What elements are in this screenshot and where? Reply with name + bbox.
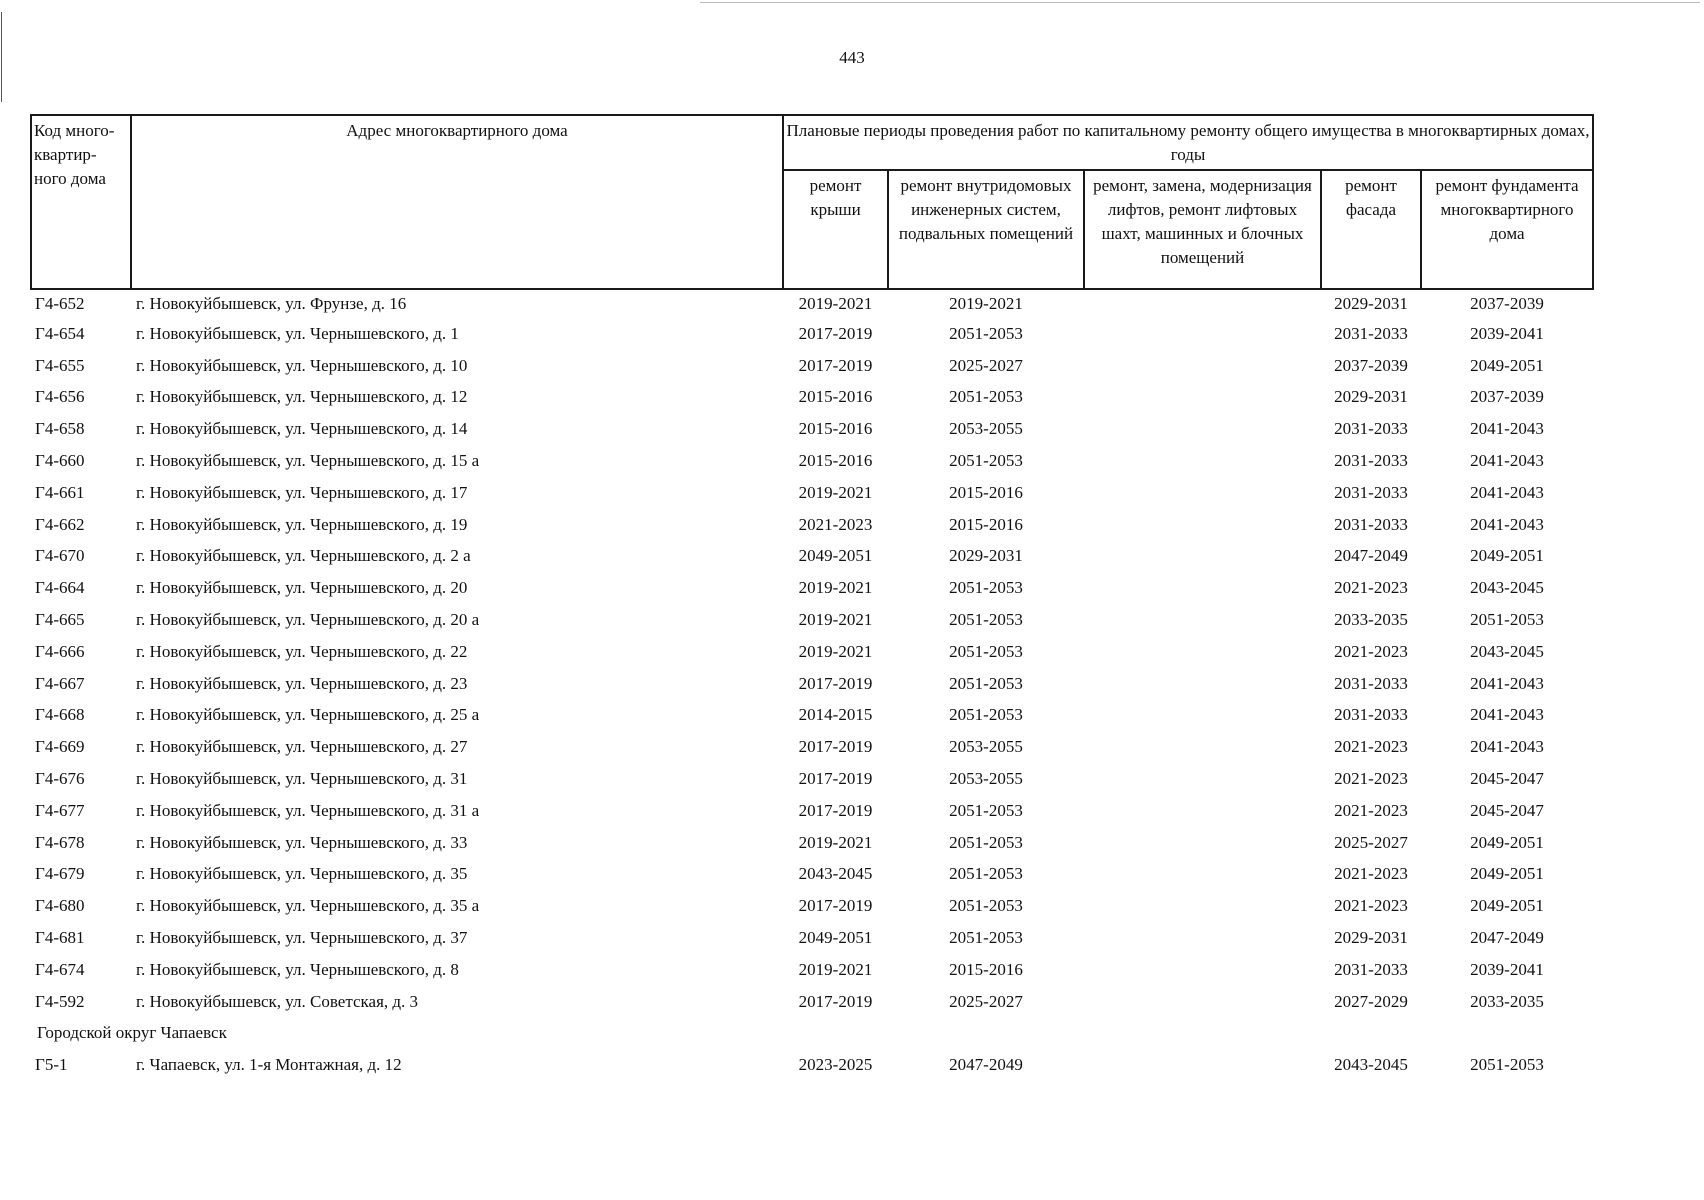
cell-address: г. Новокуйбышевск, ул. Чернышевского, д. 37 bbox=[136, 928, 468, 948]
table-row bbox=[31, 922, 1593, 954]
cell-roof: 2017-2019 bbox=[798, 769, 873, 789]
cell-code: Г4-656 bbox=[35, 387, 85, 407]
table-row bbox=[31, 668, 1593, 700]
cell-roof: 2017-2019 bbox=[798, 991, 873, 1011]
cell-roof: 2043-2045 bbox=[798, 864, 873, 884]
cell-lifts bbox=[1084, 289, 1321, 318]
cell-lifts bbox=[1084, 604, 1321, 636]
cell-lifts bbox=[1084, 986, 1321, 1018]
cell-facade: 2031-2033 bbox=[1334, 451, 1408, 471]
cell-address: г. Новокуйбышевск, ул. Чернышевского, д. 25 а bbox=[136, 705, 480, 725]
cell-roof: 2021-2023 bbox=[798, 514, 873, 534]
table-row bbox=[31, 604, 1593, 636]
table-row bbox=[31, 795, 1593, 827]
cell-lifts bbox=[1084, 700, 1321, 732]
cell-address: г. Новокуйбышевск, ул. Чернышевского, д. 12 bbox=[136, 387, 468, 407]
cell-roof: 2015-2016 bbox=[798, 387, 873, 407]
cell-address: г. Новокуйбышевск, ул. Чернышевского, д. 2 а bbox=[136, 546, 471, 566]
cell-lifts bbox=[1084, 636, 1321, 668]
cell-roof: 2017-2019 bbox=[798, 896, 873, 916]
header-engineering: ремонт внутридомовых инженерных систем, подвальных помещений bbox=[888, 170, 1084, 289]
cell-address: г. Новокуйбышевск, ул. Чернышевского, д. 31 а bbox=[136, 800, 480, 820]
cell-facade: 2021-2023 bbox=[1334, 896, 1408, 916]
cell-engineering: 2053-2055 bbox=[949, 419, 1023, 439]
cell-code: Г4-678 bbox=[35, 832, 85, 852]
cell-facade: 2031-2033 bbox=[1334, 323, 1408, 343]
cell-roof: 2049-2051 bbox=[798, 546, 873, 566]
cell-facade: 2031-2033 bbox=[1334, 705, 1408, 725]
cell-lifts bbox=[1084, 318, 1321, 350]
cell-foundation: 2049-2051 bbox=[1470, 355, 1544, 375]
cell-engineering: 2047-2049 bbox=[949, 1055, 1023, 1075]
cell-lifts bbox=[1084, 477, 1321, 509]
table-row bbox=[31, 350, 1593, 382]
cell-code: Г4-658 bbox=[35, 419, 85, 439]
cell-code: Г4-681 bbox=[35, 928, 85, 948]
cell-facade: 2027-2029 bbox=[1334, 991, 1408, 1011]
cell-lifts bbox=[1084, 350, 1321, 382]
cell-engineering: 2019-2021 bbox=[949, 294, 1023, 313]
cell-foundation: 2041-2043 bbox=[1470, 482, 1544, 502]
cell-address: г. Новокуйбышевск, ул. Чернышевского, д. 35 а bbox=[136, 896, 480, 916]
cell-facade: 2031-2033 bbox=[1334, 482, 1408, 502]
cell-facade: 2031-2033 bbox=[1334, 673, 1408, 693]
cell-engineering: 2051-2053 bbox=[949, 705, 1023, 725]
header-periods-group: Плановые периоды проведения работ по капитальному ремонту общего имущества в многоквартирных домах, годы bbox=[783, 115, 1593, 170]
cell-facade: 2037-2039 bbox=[1334, 355, 1408, 375]
cell-engineering: 2025-2027 bbox=[949, 991, 1023, 1011]
page-number: 443 bbox=[839, 48, 865, 67]
cell-facade: 2043-2045 bbox=[1334, 1055, 1408, 1075]
cell-lifts bbox=[1084, 731, 1321, 763]
cell-engineering: 2051-2053 bbox=[949, 451, 1023, 471]
cell-address: г. Новокуйбышевск, ул. Советская, д. 3 bbox=[136, 991, 419, 1011]
table-header bbox=[31, 115, 1593, 289]
section-row bbox=[31, 1018, 1593, 1050]
cell-foundation: 2039-2041 bbox=[1470, 959, 1544, 979]
cell-code: Г4-670 bbox=[35, 546, 85, 566]
cell-facade: 2021-2023 bbox=[1334, 737, 1408, 757]
cell-lifts bbox=[1084, 890, 1321, 922]
table-row bbox=[31, 541, 1593, 573]
cell-engineering: 2051-2053 bbox=[949, 387, 1023, 407]
table-row bbox=[31, 986, 1593, 1018]
cell-roof: 2049-2051 bbox=[798, 928, 873, 948]
cell-address: г. Новокуйбышевск, ул. Чернышевского, д. 19 bbox=[136, 514, 468, 534]
table-row bbox=[31, 1049, 1593, 1081]
cell-facade: 2029-2031 bbox=[1334, 294, 1408, 313]
cell-address: г. Новокуйбышевск, ул. Чернышевского, д. 14 bbox=[136, 419, 468, 439]
cell-code: Г4-669 bbox=[35, 737, 85, 757]
cell-address: г. Новокуйбышевск, ул. Чернышевского, д. 15 а bbox=[136, 451, 480, 471]
cell-facade: 2033-2035 bbox=[1334, 610, 1408, 630]
cell-roof: 2017-2019 bbox=[798, 673, 873, 693]
cell-address: г. Новокуйбышевск, ул. Чернышевского, д. 20 bbox=[136, 578, 468, 598]
cell-address: г. Новокуйбышевск, ул. Чернышевского, д. 17 bbox=[136, 482, 468, 502]
cell-roof: 2015-2016 bbox=[798, 419, 873, 439]
cell-facade: 2021-2023 bbox=[1334, 641, 1408, 661]
cell-address: г. Новокуйбышевск, ул. Фрунзе, д. 16 bbox=[136, 294, 407, 313]
cell-engineering: 2051-2053 bbox=[949, 578, 1023, 598]
cell-foundation: 2049-2051 bbox=[1470, 832, 1544, 852]
cell-code: Г4-666 bbox=[35, 641, 85, 661]
cell-address: г. Новокуйбышевск, ул. Чернышевского, д. 1 bbox=[136, 323, 459, 343]
cell-roof: 2015-2016 bbox=[798, 451, 873, 471]
table-row bbox=[31, 382, 1593, 414]
cell-engineering: 2015-2016 bbox=[949, 959, 1023, 979]
cell-foundation: 2043-2045 bbox=[1470, 641, 1544, 661]
cell-roof: 2023-2025 bbox=[798, 1055, 873, 1075]
header-lifts: ремонт, замена, модернизация лифтов, ремонт лифтовых шахт, машинных и блочных помещений bbox=[1084, 170, 1321, 289]
cell-lifts bbox=[1084, 541, 1321, 573]
cell-code: Г4-664 bbox=[35, 578, 85, 598]
cell-code: Г4-654 bbox=[35, 323, 85, 343]
cell-engineering: 2015-2016 bbox=[949, 482, 1023, 502]
cell-engineering: 2051-2053 bbox=[949, 896, 1023, 916]
cell-engineering: 2051-2053 bbox=[949, 641, 1023, 661]
cell-code: Г4-668 bbox=[35, 705, 85, 725]
cell-roof: 2017-2019 bbox=[798, 355, 873, 375]
header-address: Адрес многоквартирного дома bbox=[131, 115, 783, 289]
cell-facade: 2029-2031 bbox=[1334, 928, 1408, 948]
cell-lifts bbox=[1084, 922, 1321, 954]
cell-foundation: 2037-2039 bbox=[1470, 387, 1544, 407]
table-row bbox=[31, 318, 1593, 350]
cell-foundation: 2041-2043 bbox=[1470, 705, 1544, 725]
cell-address: г. Чапаевск, ул. 1-я Монтажная, д. 12 bbox=[136, 1055, 402, 1075]
cell-roof: 2017-2019 bbox=[798, 800, 873, 820]
cell-engineering: 2029-2031 bbox=[949, 546, 1023, 566]
cell-foundation: 2041-2043 bbox=[1470, 451, 1544, 471]
table-row bbox=[31, 445, 1593, 477]
cell-code: Г4-661 bbox=[35, 482, 85, 502]
header-roof: ремонт крыши bbox=[783, 170, 888, 289]
cell-engineering: 2053-2055 bbox=[949, 737, 1023, 757]
table-row bbox=[31, 700, 1593, 732]
cell-facade: 2021-2023 bbox=[1334, 578, 1408, 598]
cell-code: Г4-592 bbox=[35, 991, 85, 1011]
cell-code: Г4-680 bbox=[35, 896, 85, 916]
cell-foundation: 2049-2051 bbox=[1470, 864, 1544, 884]
table-row bbox=[31, 763, 1593, 795]
scan-top-edge bbox=[700, 2, 1700, 3]
header-code: Код много-квартир-ного дома bbox=[31, 115, 131, 289]
cell-foundation: 2045-2047 bbox=[1470, 769, 1544, 789]
cell-address: г. Новокуйбышевск, ул. Чернышевского, д. 10 bbox=[136, 355, 468, 375]
cell-code: Г4-677 bbox=[35, 800, 85, 820]
cell-address: г. Новокуйбышевск, ул. Чернышевского, д. 20 а bbox=[136, 610, 480, 630]
cell-foundation: 2045-2047 bbox=[1470, 800, 1544, 820]
cell-code: Г4-652 bbox=[35, 294, 85, 313]
cell-engineering: 2025-2027 bbox=[949, 355, 1023, 375]
header-facade: ремонт фасада bbox=[1321, 170, 1421, 289]
table-row bbox=[31, 890, 1593, 922]
table-row bbox=[31, 636, 1593, 668]
cell-facade: 2021-2023 bbox=[1334, 864, 1408, 884]
cell-facade: 2031-2033 bbox=[1334, 419, 1408, 439]
table-row bbox=[31, 731, 1593, 763]
cell-engineering: 2051-2053 bbox=[949, 610, 1023, 630]
table-row bbox=[31, 509, 1593, 541]
table-row bbox=[31, 477, 1593, 509]
cell-roof: 2019-2021 bbox=[798, 578, 873, 598]
cell-roof: 2019-2021 bbox=[798, 482, 873, 502]
cell-foundation: 2041-2043 bbox=[1470, 419, 1544, 439]
cell-foundation: 2051-2053 bbox=[1470, 610, 1544, 630]
cell-code: Г5-1 bbox=[35, 1055, 68, 1075]
cell-lifts bbox=[1084, 413, 1321, 445]
cell-lifts bbox=[1084, 668, 1321, 700]
cell-foundation: 2049-2051 bbox=[1470, 546, 1544, 566]
cell-foundation: 2033-2035 bbox=[1470, 991, 1544, 1011]
cell-address: г. Новокуйбышевск, ул. Чернышевского, д. 27 bbox=[136, 737, 468, 757]
cell-address: г. Новокуйбышевск, ул. Чернышевского, д. 35 bbox=[136, 864, 468, 884]
cell-code: Г4-674 bbox=[35, 959, 85, 979]
cell-address: г. Новокуйбышевск, ул. Чернышевского, д. 31 bbox=[136, 769, 468, 789]
cell-engineering: 2051-2053 bbox=[949, 864, 1023, 884]
cell-code: Г4-679 bbox=[35, 864, 85, 884]
cell-roof: 2019-2021 bbox=[798, 294, 873, 313]
cell-lifts bbox=[1084, 954, 1321, 986]
table-body bbox=[31, 289, 1593, 1081]
cell-roof: 2017-2019 bbox=[798, 737, 873, 757]
cell-lifts bbox=[1084, 445, 1321, 477]
cell-lifts bbox=[1084, 827, 1321, 859]
cell-code: Г4-676 bbox=[35, 769, 85, 789]
cell-foundation: 2041-2043 bbox=[1470, 673, 1544, 693]
cell-lifts bbox=[1084, 763, 1321, 795]
cell-roof: 2019-2021 bbox=[798, 641, 873, 661]
section-title: Городской округ Чапаевск bbox=[37, 1023, 227, 1043]
capital-repair-table bbox=[30, 114, 1594, 1081]
cell-roof: 2019-2021 bbox=[798, 832, 873, 852]
table-row bbox=[31, 289, 1593, 318]
cell-roof: 2017-2019 bbox=[798, 323, 873, 343]
cell-code: Г4-655 bbox=[35, 355, 85, 375]
cell-foundation: 2041-2043 bbox=[1470, 514, 1544, 534]
cell-foundation: 2037-2039 bbox=[1470, 294, 1544, 313]
cell-engineering: 2051-2053 bbox=[949, 673, 1023, 693]
cell-address: г. Новокуйбышевск, ул. Чернышевского, д. 23 bbox=[136, 673, 468, 693]
cell-facade: 2047-2049 bbox=[1334, 546, 1408, 566]
table-row bbox=[31, 954, 1593, 986]
cell-roof: 2019-2021 bbox=[798, 959, 873, 979]
cell-lifts bbox=[1084, 382, 1321, 414]
cell-address: г. Новокуйбышевск, ул. Чернышевского, д. 22 bbox=[136, 641, 468, 661]
cell-foundation: 2043-2045 bbox=[1470, 578, 1544, 598]
cell-code: Г4-665 bbox=[35, 610, 85, 630]
cell-foundation: 2051-2053 bbox=[1470, 1055, 1544, 1075]
cell-engineering: 2053-2055 bbox=[949, 769, 1023, 789]
cell-foundation: 2039-2041 bbox=[1470, 323, 1544, 343]
table-row bbox=[31, 413, 1593, 445]
header-foundation: ремонт фундамента многоквартирного дома bbox=[1421, 170, 1593, 289]
cell-roof: 2019-2021 bbox=[798, 610, 873, 630]
cell-address: г. Новокуйбышевск, ул. Чернышевского, д. 33 bbox=[136, 832, 468, 852]
cell-lifts bbox=[1084, 572, 1321, 604]
cell-engineering: 2051-2053 bbox=[949, 928, 1023, 948]
cell-facade: 2029-2031 bbox=[1334, 387, 1408, 407]
cell-lifts bbox=[1084, 859, 1321, 891]
cell-facade: 2031-2033 bbox=[1334, 514, 1408, 534]
cell-facade: 2021-2023 bbox=[1334, 800, 1408, 820]
cell-engineering: 2015-2016 bbox=[949, 514, 1023, 534]
cell-facade: 2031-2033 bbox=[1334, 959, 1408, 979]
cell-address: г. Новокуйбышевск, ул. Чернышевского, д. 8 bbox=[136, 959, 459, 979]
cell-foundation: 2047-2049 bbox=[1470, 928, 1544, 948]
cell-facade: 2021-2023 bbox=[1334, 769, 1408, 789]
cell-engineering: 2051-2053 bbox=[949, 323, 1023, 343]
cell-lifts bbox=[1084, 795, 1321, 827]
cell-engineering: 2051-2053 bbox=[949, 832, 1023, 852]
cell-roof: 2014-2015 bbox=[798, 705, 873, 725]
cell-foundation: 2041-2043 bbox=[1470, 737, 1544, 757]
cell-foundation: 2049-2051 bbox=[1470, 896, 1544, 916]
cell-facade: 2025-2027 bbox=[1334, 832, 1408, 852]
cell-code: Г4-667 bbox=[35, 673, 85, 693]
cell-engineering: 2051-2053 bbox=[949, 800, 1023, 820]
table-row bbox=[31, 859, 1593, 891]
cell-lifts bbox=[1084, 1049, 1321, 1081]
cell-lifts bbox=[1084, 509, 1321, 541]
table-row bbox=[31, 827, 1593, 859]
cell-code: Г4-662 bbox=[35, 514, 85, 534]
table-row bbox=[31, 572, 1593, 604]
cell-code: Г4-660 bbox=[35, 451, 85, 471]
